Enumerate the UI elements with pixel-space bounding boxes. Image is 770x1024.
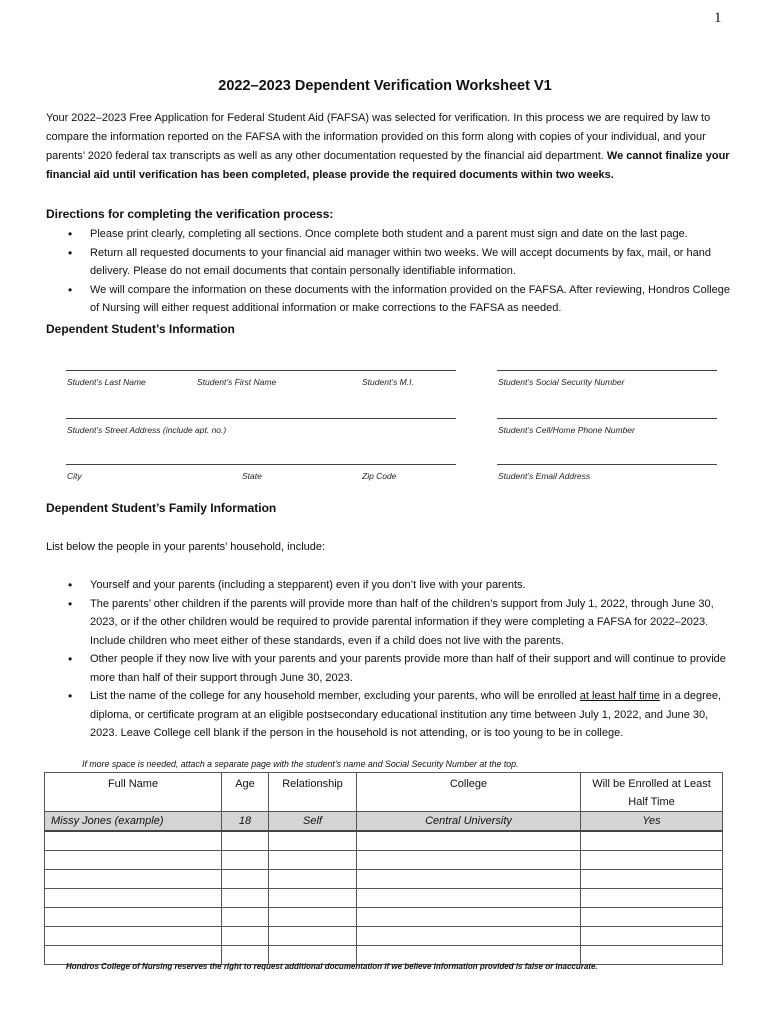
enrolled-cell[interactable] <box>581 831 723 851</box>
street-label: Student’s Street Address (include apt. no.) <box>67 425 227 435</box>
intro-paragraph <box>46 109 736 185</box>
relationship-cell[interactable] <box>269 927 357 946</box>
table-row[interactable] <box>45 870 723 889</box>
family-info-heading: Dependent Student’s Family Information <box>46 501 277 515</box>
enrolled-cell[interactable] <box>581 946 723 965</box>
city-label: City <box>67 471 82 481</box>
enrolled-cell[interactable] <box>581 851 723 870</box>
list-item-text: List the name of the college for any household member, excluding your parents, who will be enrolled <box>90 690 580 702</box>
name-cell[interactable] <box>45 908 222 927</box>
enrolled-cell[interactable] <box>581 927 723 946</box>
example-enrolled: Yes <box>581 812 723 832</box>
col-full-name: Full Name <box>45 773 222 812</box>
college-cell[interactable] <box>357 927 581 946</box>
example-college: Central University <box>357 812 581 832</box>
enrolled-cell[interactable] <box>581 908 723 927</box>
list-item: • Other people if they now live with your parents and your parents provide more than half of their support and will continue to provide more than half of their support through June 30, 2023. <box>46 650 736 687</box>
city-state-zip-line[interactable] <box>66 464 456 465</box>
name-cell[interactable] <box>45 870 222 889</box>
directions-heading: Directions for completing the verification process: <box>46 207 334 221</box>
name-cell[interactable] <box>45 831 222 851</box>
col-age: Age <box>222 773 269 812</box>
last-name-label: Student’s Last Name <box>67 377 146 387</box>
ssn-line[interactable] <box>497 370 717 371</box>
page-number: 1 <box>714 10 722 26</box>
half-time-underlined: at least half time <box>579 690 660 702</box>
family-list <box>46 576 736 743</box>
age-cell[interactable] <box>222 851 269 870</box>
family-list-intro: List below the people in your parents’ household, include: <box>46 541 326 553</box>
table-header-row <box>45 773 723 812</box>
table-row[interactable] <box>45 908 723 927</box>
college-cell[interactable] <box>357 870 581 889</box>
age-cell[interactable] <box>222 870 269 889</box>
example-relationship: Self <box>269 812 357 832</box>
directions-list <box>46 225 736 318</box>
example-row <box>45 812 723 832</box>
email-line[interactable] <box>497 464 717 465</box>
mi-label: Student’s M.I. <box>362 377 414 387</box>
intro-bold-text: We cannot finalize your financial aid until verification has been completed, please provide the required documents within two weeks. <box>46 150 730 181</box>
age-cell[interactable] <box>222 831 269 851</box>
age-cell[interactable] <box>222 889 269 908</box>
enrolled-cell[interactable] <box>581 889 723 908</box>
table-row[interactable] <box>45 927 723 946</box>
example-name: Missy Jones (example) <box>45 812 222 832</box>
college-cell[interactable] <box>357 908 581 927</box>
street-line[interactable] <box>66 418 456 419</box>
table-row[interactable] <box>45 889 723 908</box>
state-label: State <box>242 471 262 481</box>
ssn-label: Student’s Social Security Number <box>498 377 625 387</box>
enrolled-cell[interactable] <box>581 870 723 889</box>
college-cell[interactable] <box>357 851 581 870</box>
age-cell[interactable] <box>222 927 269 946</box>
zip-label: Zip Code <box>362 471 397 481</box>
college-cell[interactable] <box>357 831 581 851</box>
age-cell[interactable] <box>222 908 269 927</box>
list-item: • Please print clearly, completing all sections. Once complete both student and a parent must sign and date on the last page. <box>46 225 736 244</box>
col-relationship: Relationship <box>269 773 357 812</box>
student-info-heading: Dependent Student’s Information <box>46 322 235 336</box>
col-college: College <box>357 773 581 812</box>
table-row[interactable] <box>45 851 723 870</box>
list-item <box>46 687 736 743</box>
household-table <box>44 772 723 965</box>
extra-space-note: If more space is needed, attach a separate page with the student’s name and Social Security Number at the top. <box>82 759 519 769</box>
name-cell[interactable] <box>45 851 222 870</box>
footer-disclaimer: Hondros College of Nursing reserves the right to request additional documentation if we believe information provided is false or inaccurate. <box>66 962 598 971</box>
list-item: • Return all requested documents to your financial aid manager within two weeks. We will accept documents by fax, mail, or hand delivery. Please do not email documents that contain personally identifiable information. <box>46 244 736 281</box>
name-cell[interactable] <box>45 927 222 946</box>
col-enrolled: Will be Enrolled at Least Half Time <box>581 773 723 812</box>
college-cell[interactable] <box>357 889 581 908</box>
list-item-text: in a degree, diploma, or certificate program at an eligible postsecondary educational institution any time between July 1, 2022, and June 30, 2023. Leave College cell blank if the person in the household is not attending, or is too young to be in college. <box>90 690 722 739</box>
relationship-cell[interactable] <box>269 851 357 870</box>
relationship-cell[interactable] <box>269 889 357 908</box>
email-label: Student’s Email Address <box>498 471 591 481</box>
phone-label: Student’s Cell/Home Phone Number <box>498 425 635 435</box>
example-age: 18 <box>222 812 269 832</box>
list-item: • We will compare the information on these documents with the information provided on the FAFSA. After reviewing, Hondros College of Nursing will either request additional information or make corrections to the FAFSA as needed. <box>46 281 736 318</box>
name-cell[interactable] <box>45 889 222 908</box>
intro-text: Your 2022–2023 Free Application for Federal Student Aid (FAFSA) was selected for verification. In this process we are required by law to compare the information reported on the FAFSA with the information provided on this form along with copies of your individual, and your parents’ 2020 federal tax transcripts as well as any other documentation requested by the financial aid department. <box>46 112 711 162</box>
list-item: • The parents’ other children if the parents will provide more than half of the children’s support from July 1, 2022, through June 30, 2023, or if the other children would be required to provide parental information if they were completing a FAFSA for 2022–2023. Include children who meet either of these standards, even if a child does not live with the parents. <box>46 595 736 651</box>
list-item: • Yourself and your parents (including a stepparent) even if you don’t live with your parents. <box>46 576 736 595</box>
name-line[interactable] <box>66 370 456 371</box>
first-name-label: Student’s First Name <box>197 377 277 387</box>
relationship-cell[interactable] <box>269 831 357 851</box>
relationship-cell[interactable] <box>269 870 357 889</box>
table-row[interactable] <box>45 831 723 851</box>
phone-line[interactable] <box>497 418 717 419</box>
relationship-cell[interactable] <box>269 908 357 927</box>
page-title: 2022–2023 Dependent Verification Worksheet V1 <box>218 78 552 94</box>
